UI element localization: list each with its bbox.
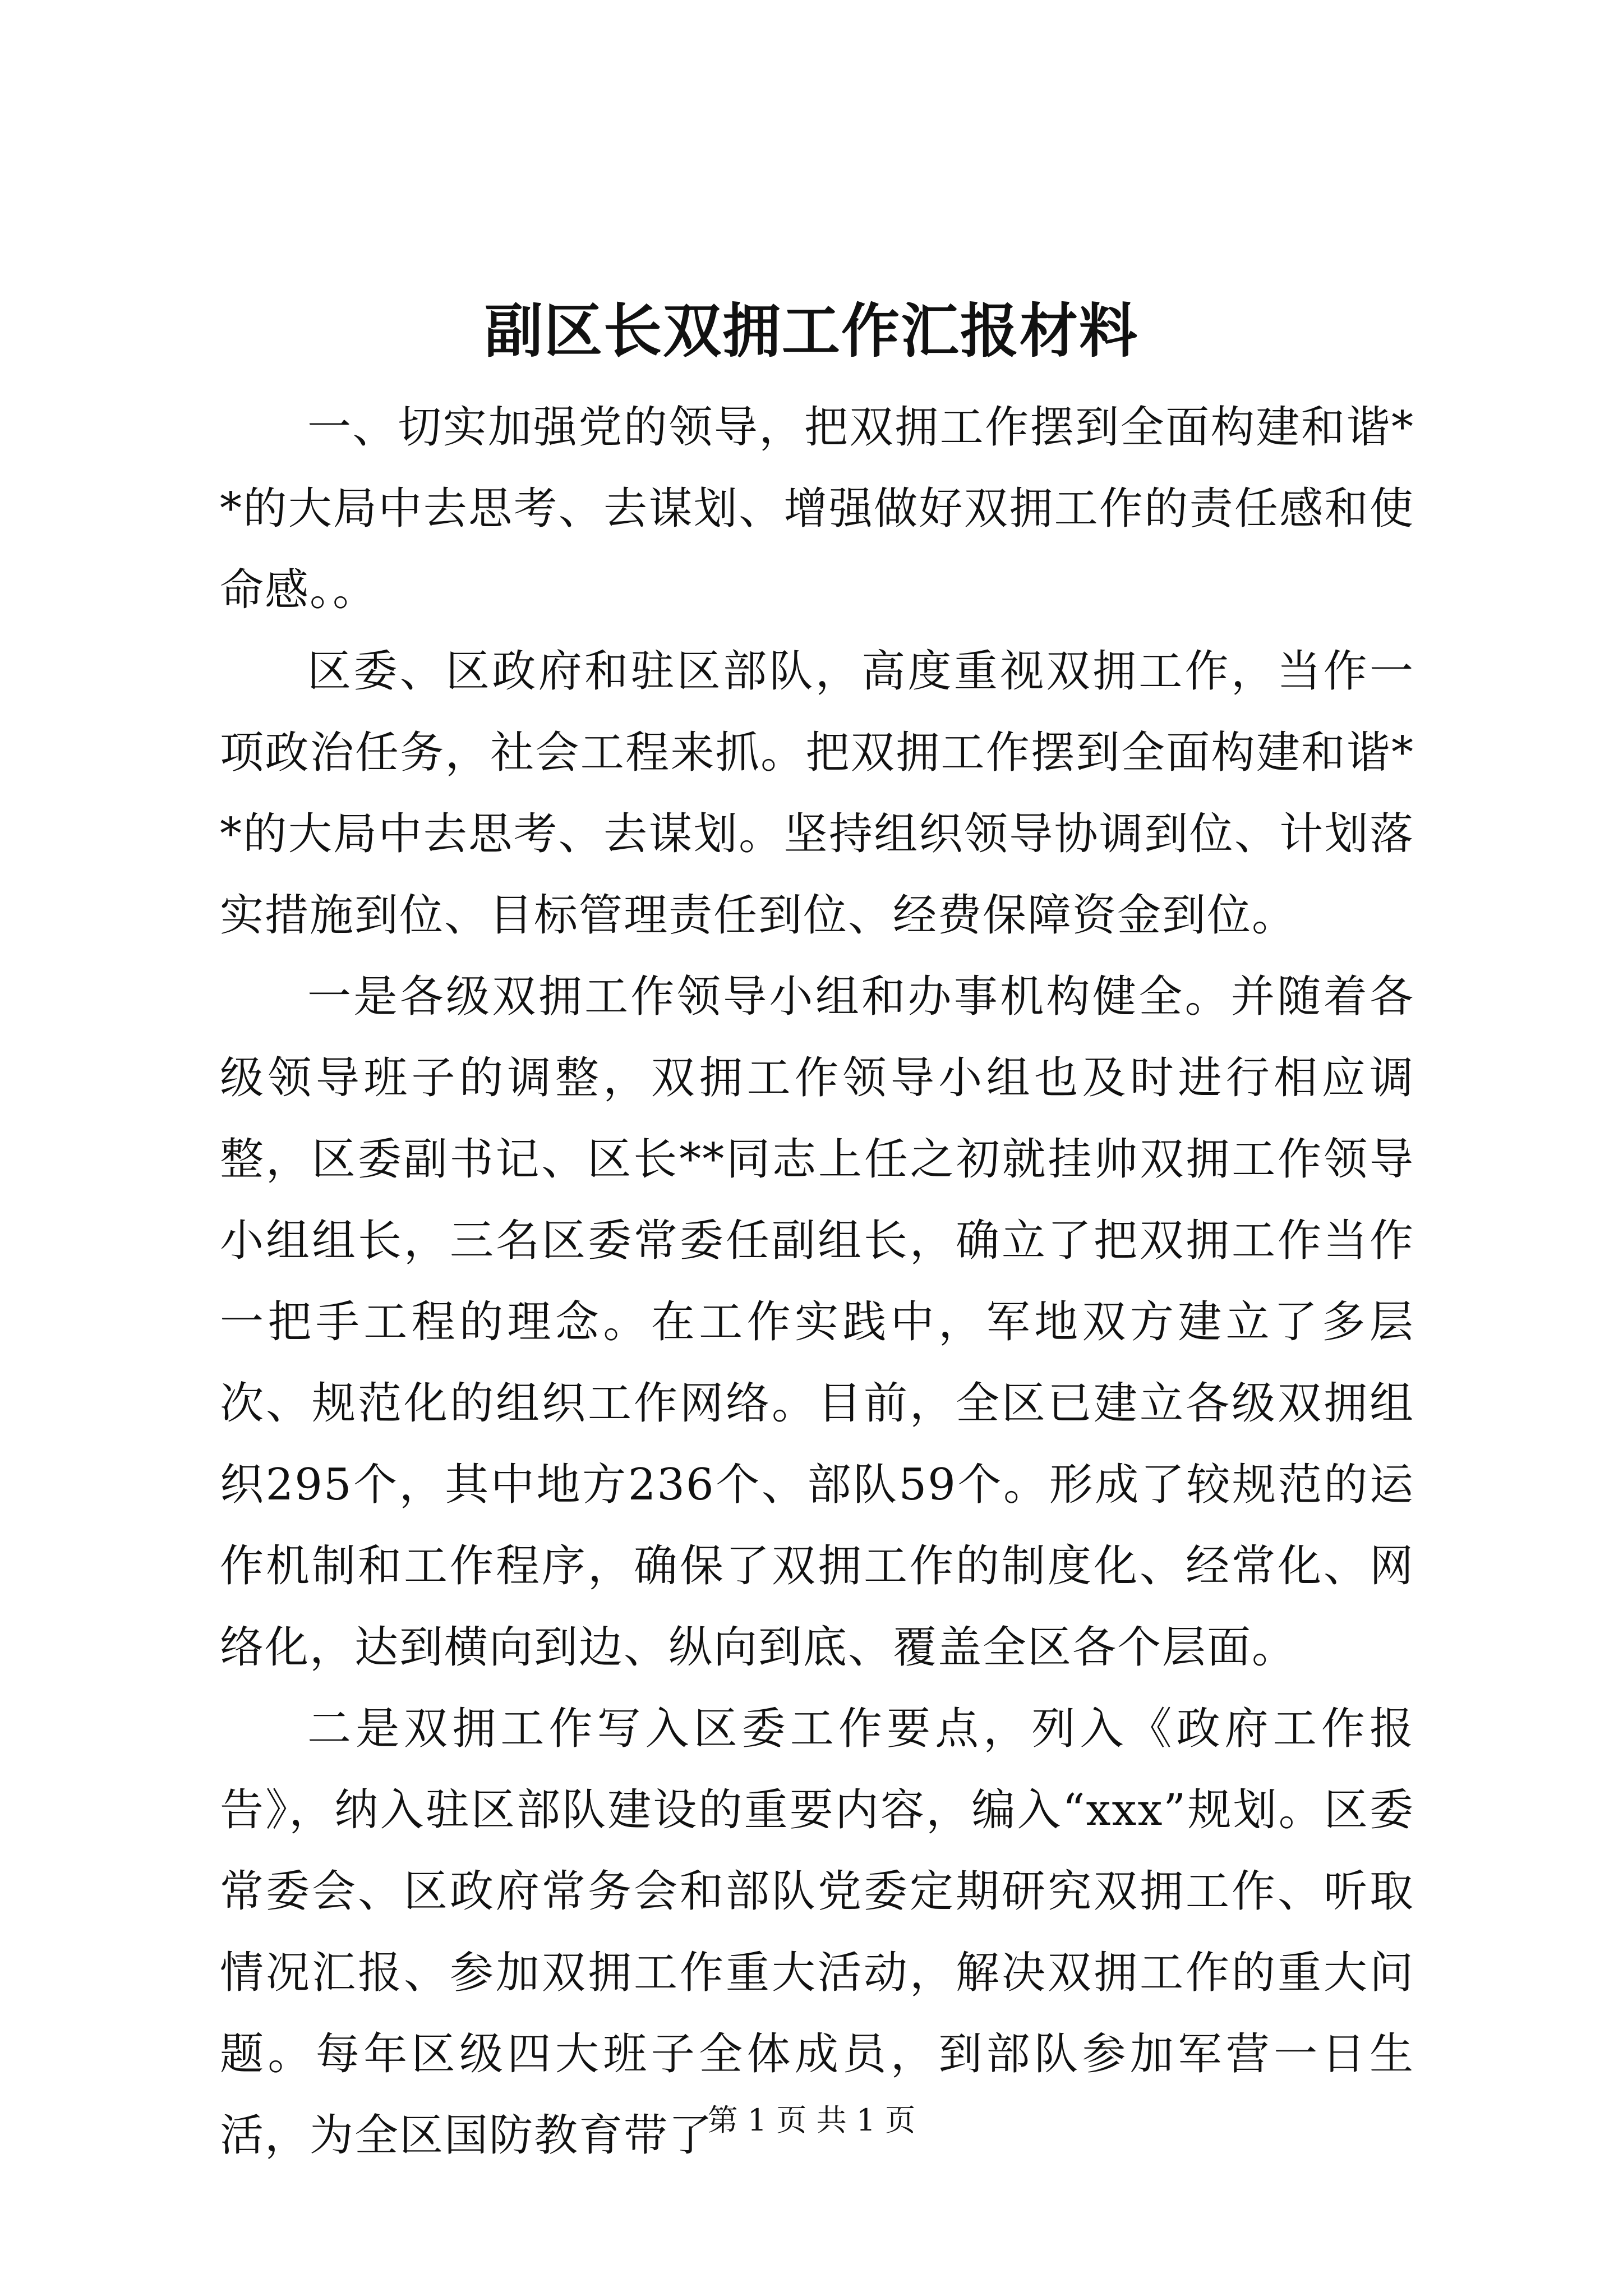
paragraph-3: 一是各级双拥工作领导小组和办事机构健全。并随着各级领导班子的调整，双拥工作领导小组也及时进行相应调整，区委副书记、区长**同志上任之初就挂帅双拥工作领导小组组长，三名区委常委任副组长，确立了把双拥工作当作一把手工程的理念。在工作实践中，军地双方建立了多层次、规范化的组织工作网络。目前，全区已建立各级双拥组织295个，其中地方236个、部队59个。形成了较规范的运作机制和工作程序，确保了双拥工作的制度化、经常化、网络化，达到横向到边、纵向到底、覆盖全区各个层面。 [220,972,1414,1673]
document-body [220,387,1414,2177]
paragraph-2: 区委、区政府和驻区部队，高度重视双拥工作，当作一项政治任务，社会工程来抓。把双拥工作摆到全面构建和谐**的大局中去思考、去谋划。坚持组织领导协调到位、计划落实措施到位、目标管理责任到位、经费保障资金到位。 [220,646,1414,941]
document-title: 副区长双拥工作汇报材料 [484,296,1138,365]
paragraph-4: 二是双拥工作写入区委工作要点，列入《政府工作报告》，纳入驻区部队建设的重要内容，编入“xxx”规划。区委常委会、区政府常务会和部队党委定期研究双拥工作、听取情况汇报、参加双拥工作重大活动，解决双拥工作的重大问题。每年区级四大班子全体成员，到部队参加军营一日生活，为全区国防教育带了 [220,1704,1414,2161]
paragraph-1: 一、切实加强党的领导，把双拥工作摆到全面构建和谐**的大局中去思考、去谋划、增强做好双拥工作的责任感和使命感。。 [220,402,1414,615]
page-footer: 第 1 页 共 1 页 [707,2102,916,2138]
